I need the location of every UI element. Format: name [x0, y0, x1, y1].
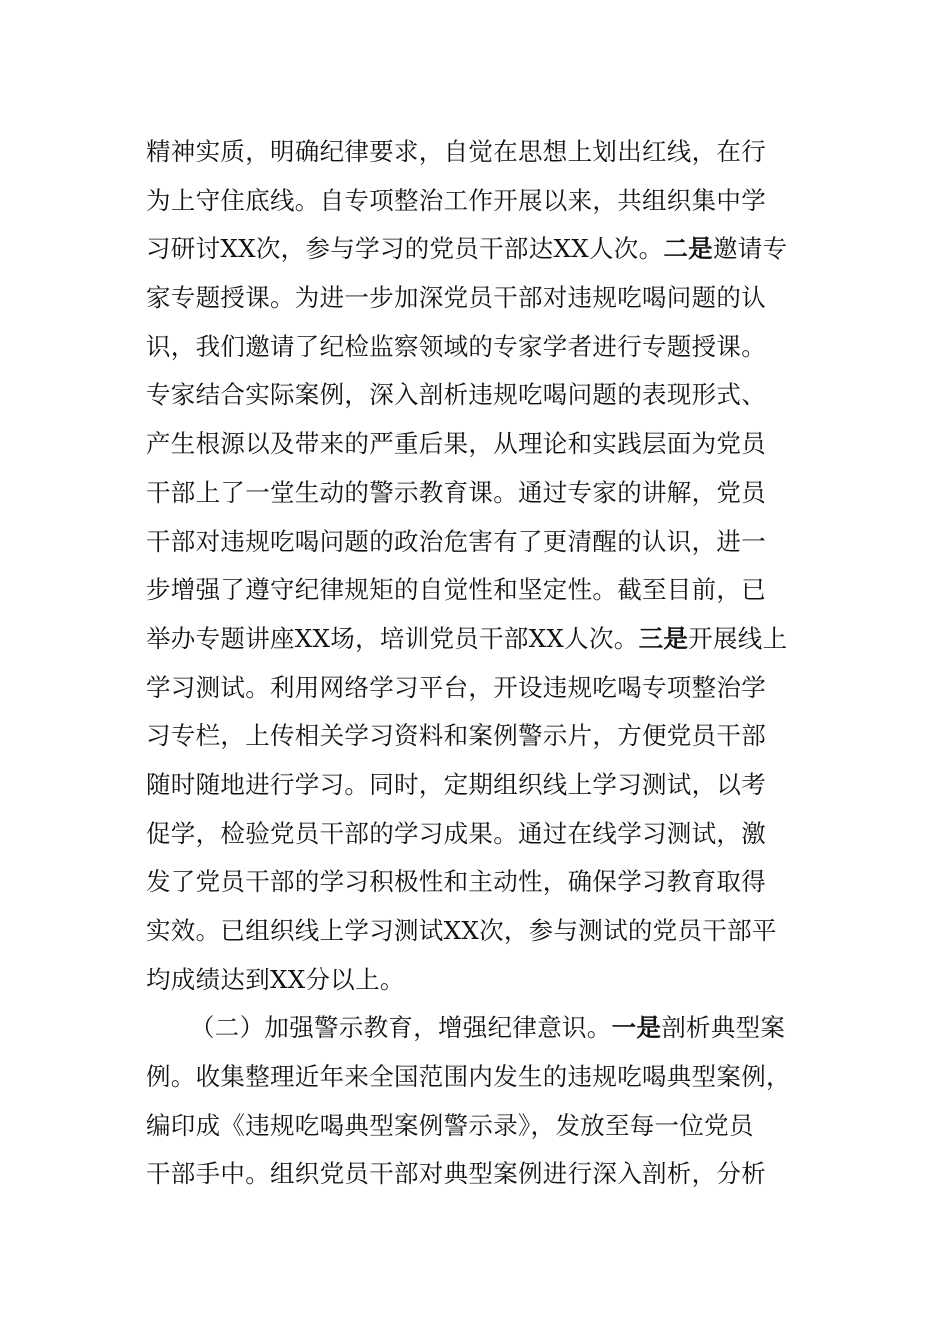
- text-line: 识，我们邀请了纪检监察领域的专家学者进行专题授课。: [146, 331, 766, 361]
- text-line: 发了党员干部的学习积极性和主动性，确保学习教育取得: [146, 867, 766, 897]
- body-text: [146, 128, 808, 1199]
- text-line: 为上守住底线。自专项整治工作开展以来，共组织集中学: [146, 185, 766, 215]
- text-line: 精神实质，明确纪律要求，自觉在思想上划出红线，在行: [146, 137, 766, 166]
- text-line: 促学，检验党员干部的学习成果。通过在线学习测试，激: [146, 818, 766, 848]
- text-line: 干部对违规吃喝问题的政治危害有了更清醒的认识，进一: [146, 526, 766, 556]
- text-line: 干部上了一堂生动的警示教育课。通过专家的讲解，党员: [146, 477, 766, 507]
- text-run: 邀请专: [712, 234, 788, 264]
- text-line: 随时随地进行学习。同时，定期组织线上学习测试，以考: [146, 769, 766, 799]
- text-line: 均成绩达到XX分以上。: [146, 964, 405, 994]
- section-heading-line: [146, 1004, 808, 1053]
- text-line: 学习测试。利用网络学习平台，开设违规吃喝专项整治学: [146, 672, 766, 702]
- section-heading: （二）加强警示教育，增强纪律意识。: [190, 1013, 612, 1043]
- text-line: [146, 225, 808, 274]
- text-run: 举办专题讲座XX场，培训党员干部XX人次。: [146, 623, 639, 653]
- text-line: 例。收集整理近年来全国范围内发生的违规吃喝典型案例，: [146, 1062, 791, 1092]
- text-line: [146, 615, 808, 664]
- text-line: 专家结合实际案例，深入剖析违规吃喝问题的表现形式、: [146, 380, 766, 410]
- text-line: 干部手中。组织党员干部对典型案例进行深入剖析，分析: [146, 1159, 766, 1189]
- text-line: 家专题授课。为进一步加深党员干部对违规吃喝问题的认: [146, 283, 766, 313]
- bold-marker: 二是: [663, 234, 713, 264]
- bold-marker: 三是: [638, 623, 689, 653]
- text-line: 步增强了遵守纪律规矩的自觉性和坚定性。截至目前，已: [146, 575, 766, 605]
- text-run: 开展线上: [688, 623, 788, 653]
- text-line: 编印成《违规吃喝典型案例警示录》，发放至每一位党员: [146, 1110, 754, 1140]
- text-run: 习研讨XX次，参与学习的党员干部达XX人次。: [146, 234, 664, 264]
- text-line: 产生根源以及带来的严重后果，从理论和实践层面为党员: [146, 429, 766, 459]
- bold-marker: 一是: [611, 1013, 662, 1043]
- text-run: 剖析典型案: [661, 1013, 786, 1043]
- text-line: 实效。已组织线上学习测试XX次，参与测试的党员干部平: [146, 916, 777, 945]
- text-line: 习专栏，上传相关学习资料和案例警示片，方便党员干部: [146, 721, 766, 751]
